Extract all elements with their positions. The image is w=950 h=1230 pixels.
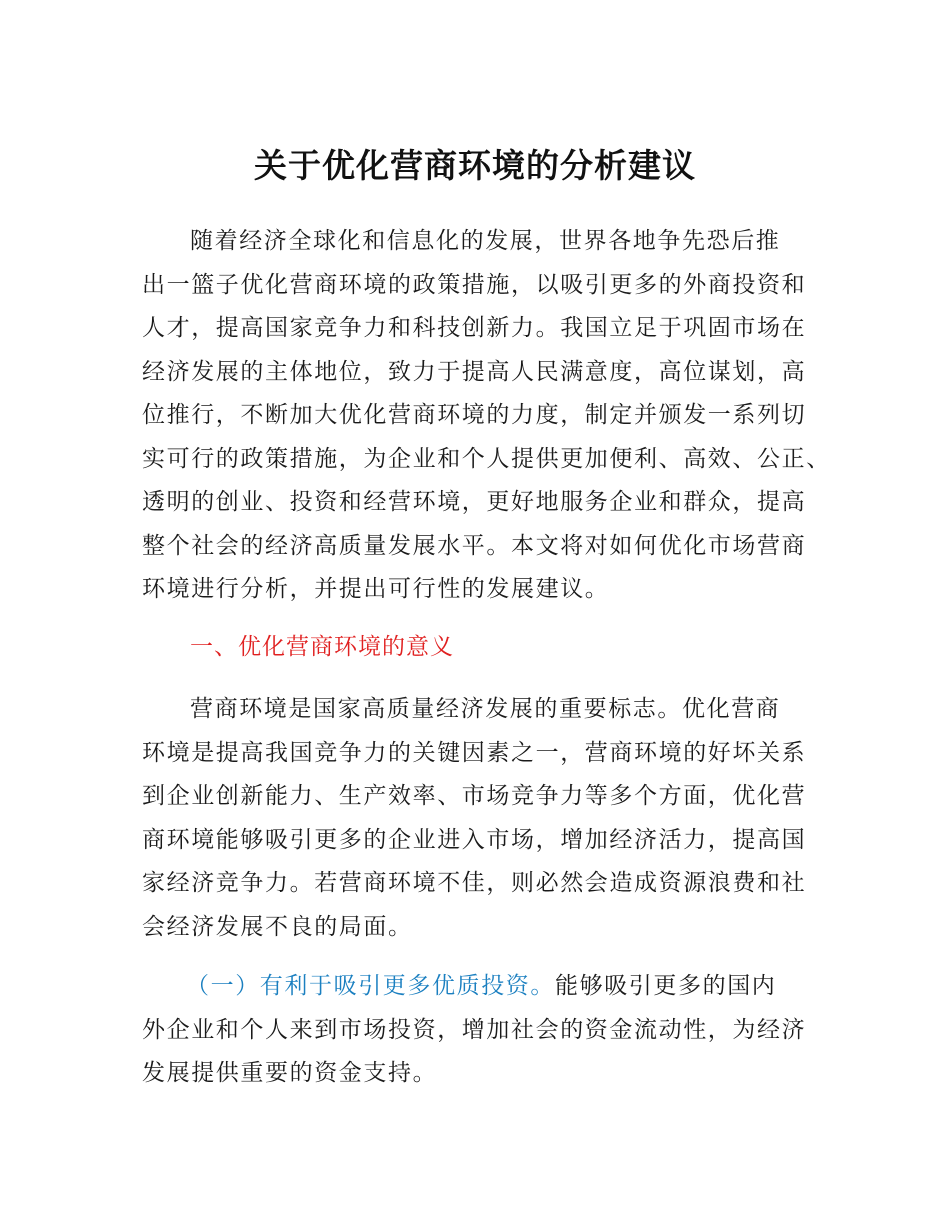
paragraph-line: 营商环境是国家高质量经济发展的重要标志。优化营商	[190, 696, 781, 722]
document-title: 关于优化营商环境的分析建议	[254, 146, 696, 185]
paragraph-line: 整个社会的经济高质量发展水平。本文将对如何优化市场营商	[142, 532, 807, 559]
paragraph-line: 透明的创业、投资和经营环境，更好地服务企业和群众，提高	[142, 489, 807, 515]
paragraph-line: 家经济竞争力。若营商环境不佳，则必然会造成资源浪费和社	[142, 870, 807, 896]
paragraph-line: 位推行，不断加大优化营商环境的力度，制定并颁发一系列切	[142, 402, 807, 428]
subsection-first-line-rest: 能够吸引更多的国内	[555, 973, 777, 999]
paragraph-line: 出一篮子优化营商环境的政策措施，以吸引更多的外商投资和	[142, 271, 807, 298]
intro-paragraph	[142, 220, 832, 612]
subsection-lead: （一）有利于吸引更多优质投资。	[186, 973, 555, 999]
section-heading-1: 一、优化营商环境的意义	[190, 634, 454, 660]
paragraph-line: 实可行的政策措施，为企业和个人提供更加便利、高效、公正、	[142, 445, 831, 472]
paragraph-line: 发展提供重要的资金支持。	[142, 1060, 438, 1086]
paragraph-line: 随着经济全球化和信息化的发展，世界各地争先恐后推	[190, 228, 781, 254]
paragraph-line: 环境进行分析，并提出可行性的发展建议。	[142, 576, 610, 602]
paragraph-line: 会经济发展不良的局面。	[142, 913, 413, 940]
paragraph-line: 人才，提高国家竞争力和科技创新力。我国立足于巩固市场在	[142, 315, 807, 341]
paragraph-line: 经济发展的主体地位，致力于提高人民满意度，高位谋划，高	[142, 358, 807, 385]
section1-paragraph	[142, 688, 832, 949]
subsection1-paragraph	[142, 965, 832, 1096]
paragraph-line	[142, 965, 832, 1009]
paragraph-line: 环境是提高我国竞争力的关键因素之一，营商环境的好坏关系	[142, 739, 807, 766]
paragraph-line: 外企业和个人来到市场投资，增加社会的资金流动性，为经济	[142, 1016, 807, 1043]
paragraph-line: 商环境能够吸引更多的企业进入市场，增加经济活力，提高国	[142, 826, 807, 853]
paragraph-line: 到企业创新能力、生产效率、市场竞争力等多个方面，优化营	[142, 783, 807, 809]
